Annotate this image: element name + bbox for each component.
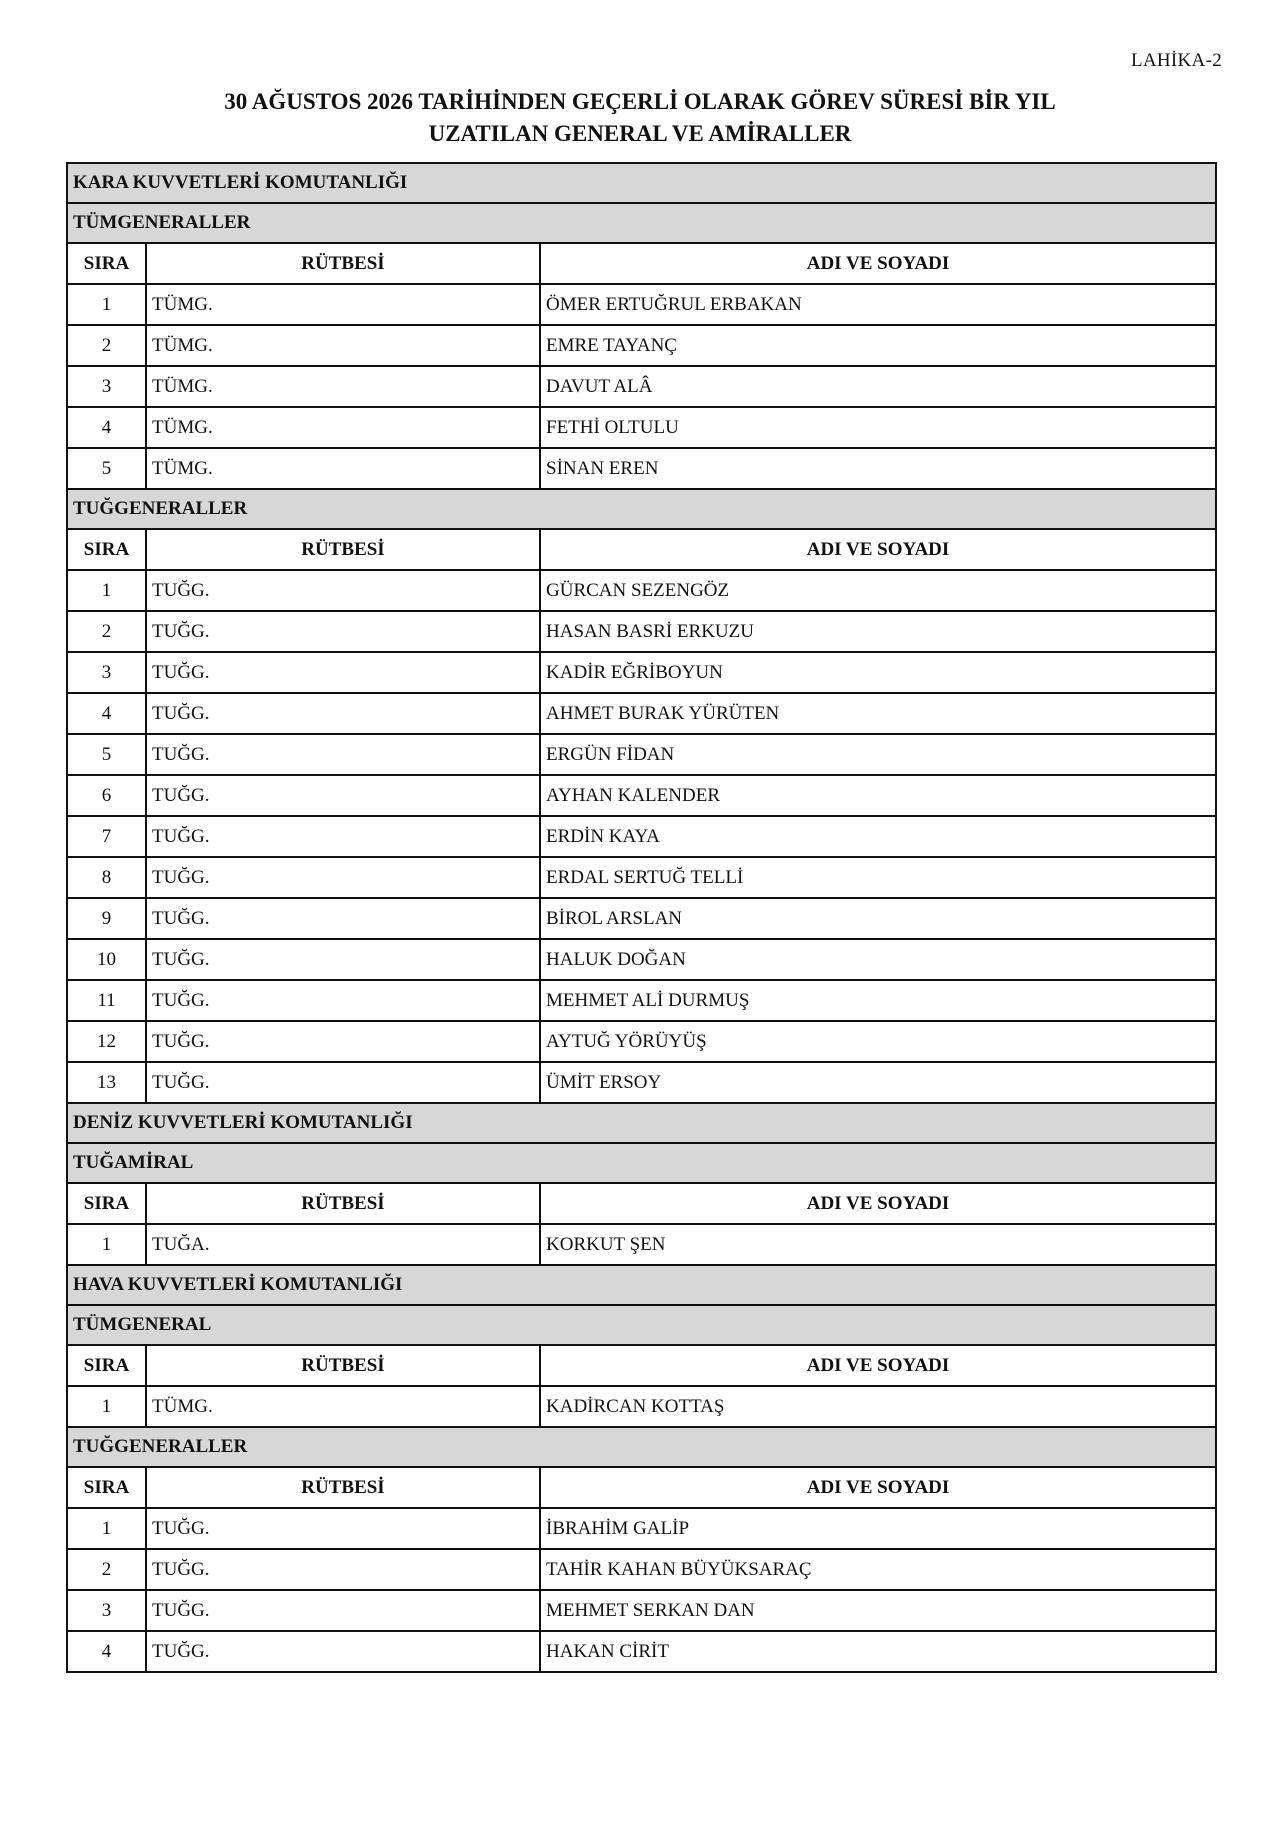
table-row xyxy=(67,734,1216,775)
group-kara-tumgeneraller-label: TÜMGENERALLER xyxy=(67,203,1216,243)
row-rank: TUĞG. xyxy=(146,980,540,1021)
section-hava-label: HAVA KUVVETLERİ KOMUTANLIĞI xyxy=(67,1265,1216,1305)
row-name: ÜMİT ERSOY xyxy=(540,1062,1216,1103)
officers-table xyxy=(66,162,1217,1673)
column-header-rutbesi: RÜTBESİ xyxy=(146,243,540,284)
row-name: AYTUĞ YÖRÜYÜŞ xyxy=(540,1021,1216,1062)
column-header-row xyxy=(67,1183,1216,1224)
row-number: 6 xyxy=(67,775,146,816)
row-number: 12 xyxy=(67,1021,146,1062)
column-header-row xyxy=(67,529,1216,570)
row-number: 3 xyxy=(67,652,146,693)
table-row xyxy=(67,1386,1216,1427)
section-deniz xyxy=(67,1103,1216,1143)
row-rank: TUĞG. xyxy=(146,898,540,939)
group-hava-tumgeneral-label: TÜMGENERAL xyxy=(67,1305,1216,1345)
column-header-rutbesi: RÜTBESİ xyxy=(146,529,540,570)
column-header-sira: SIRA xyxy=(67,1467,146,1508)
row-name: ERGÜN FİDAN xyxy=(540,734,1216,775)
column-header-row xyxy=(67,243,1216,284)
row-name: HALUK DOĞAN xyxy=(540,939,1216,980)
row-number: 3 xyxy=(67,1590,146,1631)
group-kara-tuggeneraller-label: TUĞGENERALLER xyxy=(67,489,1216,529)
table-row xyxy=(67,980,1216,1021)
row-number: 9 xyxy=(67,898,146,939)
row-rank: TUĞG. xyxy=(146,775,540,816)
row-rank: TÜMG. xyxy=(146,448,540,489)
row-name: BİROL ARSLAN xyxy=(540,898,1216,939)
column-header-sira: SIRA xyxy=(67,1345,146,1386)
column-header-adi-soyadi: ADI VE SOYADI xyxy=(540,1467,1216,1508)
row-name: TAHİR KAHAN BÜYÜKSARAÇ xyxy=(540,1549,1216,1590)
row-name: AYHAN KALENDER xyxy=(540,775,1216,816)
table-row xyxy=(67,284,1216,325)
row-rank: TUĞA. xyxy=(146,1224,540,1265)
row-number: 1 xyxy=(67,1386,146,1427)
table-row xyxy=(67,816,1216,857)
title-line-2: UZATILAN GENERAL VE AMİRALLER xyxy=(428,121,852,146)
row-number: 1 xyxy=(67,284,146,325)
table-row xyxy=(67,1062,1216,1103)
row-rank: TUĞG. xyxy=(146,1631,540,1672)
row-name: DAVUT ALÂ xyxy=(540,366,1216,407)
column-header-rutbesi: RÜTBESİ xyxy=(146,1183,540,1224)
row-number: 4 xyxy=(67,1631,146,1672)
row-name: HAKAN CİRİT xyxy=(540,1631,1216,1672)
row-name: ERDAL SERTUĞ TELLİ xyxy=(540,857,1216,898)
table-row xyxy=(67,1590,1216,1631)
section-deniz-label: DENİZ KUVVETLERİ KOMUTANLIĞI xyxy=(67,1103,1216,1143)
row-name: İBRAHİM GALİP xyxy=(540,1508,1216,1549)
table-row xyxy=(67,1508,1216,1549)
row-rank: TUĞG. xyxy=(146,1508,540,1549)
table-row xyxy=(67,652,1216,693)
row-number: 1 xyxy=(67,1224,146,1265)
table-row xyxy=(67,570,1216,611)
group-kara-tuggeneraller xyxy=(67,489,1216,529)
table-row xyxy=(67,857,1216,898)
section-kara-label: KARA KUVVETLERİ KOMUTANLIĞI xyxy=(67,163,1216,203)
table-row xyxy=(67,775,1216,816)
row-rank: TUĞG. xyxy=(146,570,540,611)
group-deniz-tugamiral-label: TUĞAMİRAL xyxy=(67,1143,1216,1183)
row-rank: TUĞG. xyxy=(146,857,540,898)
table-row xyxy=(67,611,1216,652)
annex-label: LAHİKA-2 xyxy=(1130,50,1222,71)
table-row xyxy=(67,448,1216,489)
row-number: 11 xyxy=(67,980,146,1021)
row-number: 2 xyxy=(67,611,146,652)
row-name: MEHMET SERKAN DAN xyxy=(540,1590,1216,1631)
row-number: 7 xyxy=(67,816,146,857)
row-rank: TUĞG. xyxy=(146,734,540,775)
group-hava-tumgeneral xyxy=(67,1305,1216,1345)
row-name: KORKUT ŞEN xyxy=(540,1224,1216,1265)
column-header-sira: SIRA xyxy=(67,243,146,284)
section-kara xyxy=(67,163,1216,203)
row-rank: TUĞG. xyxy=(146,816,540,857)
column-header-adi-soyadi: ADI VE SOYADI xyxy=(540,1183,1216,1224)
group-kara-tumgeneraller xyxy=(67,203,1216,243)
column-header-rutbesi: RÜTBESİ xyxy=(146,1345,540,1386)
row-name: ERDİN KAYA xyxy=(540,816,1216,857)
row-name: HASAN BASRİ ERKUZU xyxy=(540,611,1216,652)
row-name: SİNAN EREN xyxy=(540,448,1216,489)
row-name: FETHİ OLTULU xyxy=(540,407,1216,448)
row-number: 5 xyxy=(67,448,146,489)
table-row xyxy=(67,366,1216,407)
row-name: KADİR EĞRİBOYUN xyxy=(540,652,1216,693)
row-number: 1 xyxy=(67,1508,146,1549)
row-rank: TUĞG. xyxy=(146,693,540,734)
column-header-row xyxy=(67,1345,1216,1386)
row-name: KADİRCAN KOTTAŞ xyxy=(540,1386,1216,1427)
document-title xyxy=(0,86,1280,150)
table-row xyxy=(67,1224,1216,1265)
row-number: 13 xyxy=(67,1062,146,1103)
row-rank: TUĞG. xyxy=(146,652,540,693)
group-hava-tuggeneraller xyxy=(67,1427,1216,1467)
row-rank: TÜMG. xyxy=(146,325,540,366)
column-header-row xyxy=(67,1467,1216,1508)
row-name: EMRE TAYANÇ xyxy=(540,325,1216,366)
group-hava-tuggeneraller-label: TUĞGENERALLER xyxy=(67,1427,1216,1467)
column-header-sira: SIRA xyxy=(67,1183,146,1224)
row-rank: TÜMG. xyxy=(146,284,540,325)
row-number: 8 xyxy=(67,857,146,898)
row-rank: TÜMG. xyxy=(146,407,540,448)
table-row xyxy=(67,898,1216,939)
table-row xyxy=(67,939,1216,980)
row-rank: TUĞG. xyxy=(146,1062,540,1103)
row-rank: TUĞG. xyxy=(146,1590,540,1631)
table-row xyxy=(67,1021,1216,1062)
row-rank: TUĞG. xyxy=(146,939,540,980)
row-name: AHMET BURAK YÜRÜTEN xyxy=(540,693,1216,734)
row-number: 4 xyxy=(67,693,146,734)
row-name: GÜRCAN SEZENGÖZ xyxy=(540,570,1216,611)
row-name: MEHMET ALİ DURMUŞ xyxy=(540,980,1216,1021)
section-hava xyxy=(67,1265,1216,1305)
row-number: 2 xyxy=(67,1549,146,1590)
row-number: 5 xyxy=(67,734,146,775)
row-rank: TUĞG. xyxy=(146,1021,540,1062)
group-deniz-tugamiral xyxy=(67,1143,1216,1183)
column-header-adi-soyadi: ADI VE SOYADI xyxy=(540,529,1216,570)
column-header-adi-soyadi: ADI VE SOYADI xyxy=(540,1345,1216,1386)
column-header-sira: SIRA xyxy=(67,529,146,570)
table-row xyxy=(67,325,1216,366)
row-name: ÖMER ERTUĞRUL ERBAKAN xyxy=(540,284,1216,325)
row-rank: TÜMG. xyxy=(146,366,540,407)
row-rank: TUĞG. xyxy=(146,1549,540,1590)
row-rank: TÜMG. xyxy=(146,1386,540,1427)
title-line-1: 30 AĞUSTOS 2026 TARİHİNDEN GEÇERLİ OLARAK GÖREV SÜRESİ BİR YIL xyxy=(224,89,1056,114)
table-row xyxy=(67,1631,1216,1672)
row-number: 4 xyxy=(67,407,146,448)
table-row xyxy=(67,1549,1216,1590)
row-number: 1 xyxy=(67,570,146,611)
row-number: 3 xyxy=(67,366,146,407)
column-header-adi-soyadi: ADI VE SOYADI xyxy=(540,243,1216,284)
table-row xyxy=(67,407,1216,448)
row-number: 2 xyxy=(67,325,146,366)
row-number: 10 xyxy=(67,939,146,980)
table-row xyxy=(67,693,1216,734)
column-header-rutbesi: RÜTBESİ xyxy=(146,1467,540,1508)
row-rank: TUĞG. xyxy=(146,611,540,652)
